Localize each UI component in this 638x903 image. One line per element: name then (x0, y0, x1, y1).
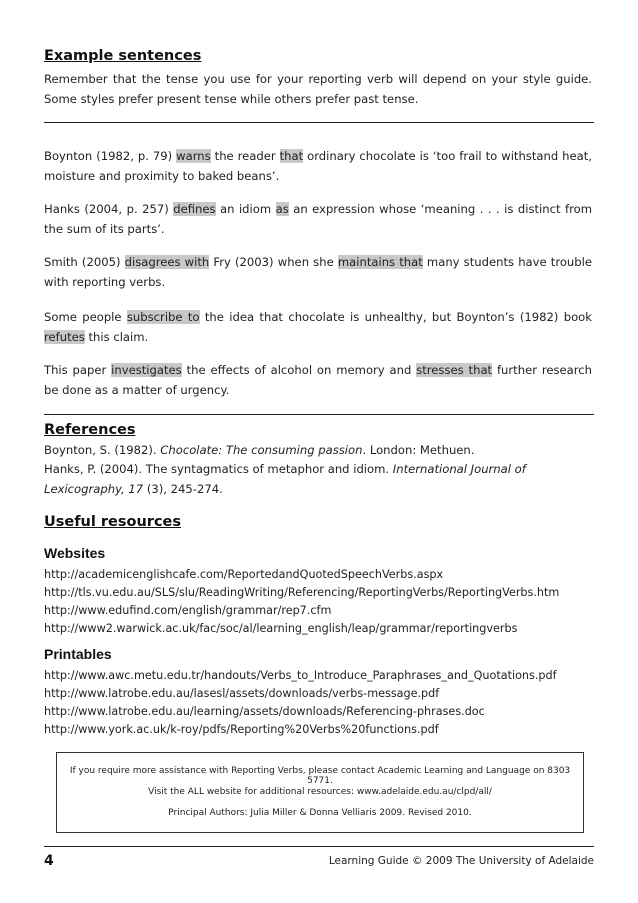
highlight-verb: subscribe to (126, 310, 200, 324)
website-link[interactable]: http://www2.warwick.ac.uk/fac/soc/al/learning_english/leap/grammar/reportingverbs (44, 622, 518, 635)
highlight-verb: stresses that (416, 363, 493, 377)
highlight-verb: maintains that (337, 255, 423, 269)
printable-link[interactable]: http://www.york.ac.uk/k-roy/pdfs/Reporting%20Verbs%20functions.pdf (44, 723, 439, 736)
website-link[interactable]: http://www.edufind.com/english/grammar/rep7.cfm (44, 604, 332, 617)
info-authors: Principal Authors: Julia Miller & Donna Velliaris 2009. Revised 2010. (168, 808, 472, 818)
references-heading: References (44, 422, 136, 438)
highlight-verb: defines (173, 202, 216, 216)
example-heading: Example sentences (44, 48, 202, 64)
example-intro: Remember that the tense you use for your reporting verb will depend on your style guide. Some styles prefer present tense while others prefer past tense. (44, 72, 592, 106)
info-box (56, 752, 584, 833)
footer-divider (44, 846, 594, 847)
example-sentence-5: This paper investigates the effects of alcohol on memory and stresses that further research be done as a matter of urgency. (44, 363, 592, 397)
example-sentence-4: Some people subscribe to the idea that chocolate is unhealthy, but Boynton’s (1982) book refutes this claim. (44, 310, 592, 344)
reference-2: Hanks, P. (2004). The syntagmatics of metaphor and idiom. International Journal of Lexicography, 17 (3), 245-274. (44, 462, 526, 496)
website-link[interactable]: http://tls.vu.edu.au/SLS/slu/ReadingWriting/Referencing/ReportingVerbs/ReportingVerbs.htm (44, 586, 560, 599)
highlight-verb: as (275, 202, 289, 216)
page-number: 4 (44, 853, 54, 869)
printable-link[interactable]: http://www.latrobe.edu.au/learning/assets/downloads/Referencing-phrases.doc (44, 705, 485, 718)
printable-link[interactable]: http://www.awc.metu.edu.tr/handouts/Verbs_to_Introduce_Paraphrases_and_Quotations.pdf (44, 669, 557, 682)
info-website: Visit the ALL website for additional resources: www.adelaide.edu.au/clpd/all/ (148, 787, 492, 797)
printables-label: Printables (44, 646, 112, 662)
highlight-verb: warns (176, 149, 211, 163)
highlight-verb: refutes (44, 330, 85, 344)
websites-label: Websites (44, 545, 106, 561)
example-sentence-2: Hanks (2004, p. 257) defines an idiom as an expression whose ‘meaning . . . is distinct from the sum of its parts’. (44, 202, 593, 236)
divider (44, 414, 594, 415)
highlight-verb: that (279, 149, 304, 163)
footer-credit: Learning Guide © 2009 The University of Adelaide (328, 855, 594, 867)
example-sentence-3: Smith (2005) disagrees with Fry (2003) when she maintains that many students have trouble with reporting verbs. (44, 255, 592, 289)
highlight-verb: investigates (111, 363, 182, 377)
highlight-verb: disagrees with (124, 255, 210, 269)
info-contact: If you require more assistance with Reporting Verbs, please contact Academic Learning and Language on 8303 5771. (69, 766, 571, 786)
printable-link[interactable]: http://www.latrobe.edu.au/lasesl/assets/downloads/verbs-message.pdf (44, 687, 440, 700)
website-link[interactable]: http://academicenglishcafe.com/ReportedandQuotedSpeechVerbs.aspx (44, 568, 444, 581)
reference-1: Boynton, S. (1982). Chocolate: The consuming passion. London: Methuen. (44, 443, 475, 457)
example-sentence-1: Boynton (1982, p. 79) warns the reader that ordinary chocolate is ‘too frail to withstand heat, moisture and proximity to baked beans’. (44, 149, 592, 183)
divider (44, 122, 594, 123)
resources-heading: Useful resources (44, 514, 181, 530)
